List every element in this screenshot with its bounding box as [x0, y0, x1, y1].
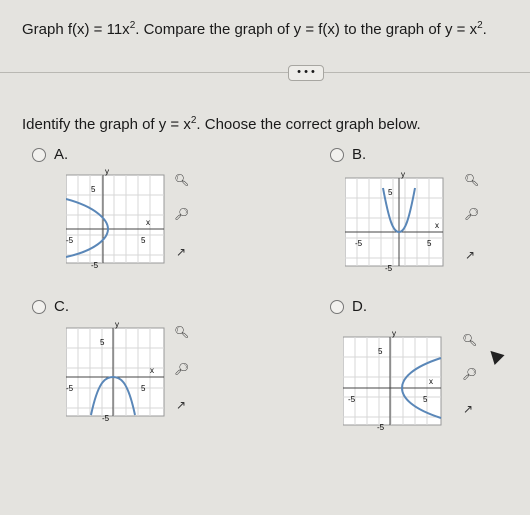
radio-c[interactable] [32, 300, 46, 314]
graph-b-y-label: y [401, 170, 405, 179]
prompt-text: Identify the graph of $y = x^2$. Choose the correct graph below. [22, 115, 421, 133]
graph-c-neg-y-tick: -5 [102, 414, 110, 423]
external-link-icon[interactable]: ↗ [465, 248, 476, 262]
zoom-out-icon[interactable]: 🔎︎ [462, 367, 478, 381]
graph-d [343, 327, 443, 432]
radio-a[interactable] [32, 148, 46, 162]
zoom-in-icon[interactable]: 🔍︎ [462, 333, 478, 347]
graph-a-neg-y-tick: -5 [91, 261, 99, 270]
more-button[interactable]: • • • [288, 65, 324, 81]
graph-a [66, 165, 166, 270]
graph-c-x-tick: 5 [141, 384, 146, 393]
graph-a-x-label: x [146, 218, 150, 227]
graph-b-x-tick: 5 [427, 239, 432, 248]
option-d[interactable] [330, 298, 367, 315]
graph-d-neg-x-tick: -5 [348, 395, 356, 404]
graph-c-y-label: y [115, 320, 119, 329]
zoom-in-icon[interactable]: 🔍︎ [174, 173, 190, 187]
zoom-out-icon[interactable]: 🔎︎ [174, 207, 190, 221]
graph-d-x-label: x [429, 377, 433, 386]
graph-b-x-label: x [435, 221, 439, 230]
option-c-label: C. [54, 298, 69, 315]
graph-a-y-tick: 5 [91, 185, 96, 194]
graph-a-neg-x-tick: -5 [66, 236, 74, 245]
zoom-out-icon[interactable]: 🔎︎ [174, 362, 190, 376]
graph-c-y-tick: 5 [100, 338, 105, 347]
graph-b-neg-x-tick: -5 [355, 239, 363, 248]
graph-b-neg-y-tick: -5 [385, 264, 393, 273]
graph-a-x-tick: 5 [141, 236, 146, 245]
radio-b[interactable] [330, 148, 344, 162]
graph-c [66, 318, 166, 423]
graph-d-neg-y-tick: -5 [377, 423, 385, 432]
graph-b [345, 168, 445, 273]
graph-c-x-label: x [150, 366, 154, 375]
zoom-in-icon[interactable]: 🔍︎ [174, 325, 190, 339]
option-b-label: B. [352, 146, 367, 163]
graph-d-y-tick: 5 [378, 347, 383, 356]
graph-a-y-label: y [105, 167, 109, 176]
zoom-in-icon[interactable]: 🔍︎ [464, 173, 480, 187]
external-link-icon[interactable]: ↗ [176, 398, 187, 412]
graph-c-neg-x-tick: -5 [66, 384, 74, 393]
mouse-pointer-icon [485, 346, 504, 365]
question-text: Graph $f(x) = 11x^2$. Compare the graph of y = f(x) to the graph of $y = x^2$. [22, 20, 487, 38]
external-link-icon[interactable]: ↗ [176, 245, 187, 259]
option-c[interactable] [32, 298, 69, 315]
option-a[interactable] [32, 146, 68, 163]
zoom-out-icon[interactable]: 🔎︎ [464, 207, 480, 221]
option-b[interactable] [330, 146, 366, 163]
graph-d-x-tick: 5 [423, 395, 428, 404]
radio-d[interactable] [330, 300, 344, 314]
option-a-label: A. [54, 146, 69, 163]
divider [0, 72, 530, 73]
option-d-label: D. [352, 298, 367, 315]
graph-d-y-label: y [392, 329, 396, 338]
external-link-icon[interactable]: ↗ [463, 402, 474, 416]
graph-b-y-tick: 5 [388, 188, 393, 197]
